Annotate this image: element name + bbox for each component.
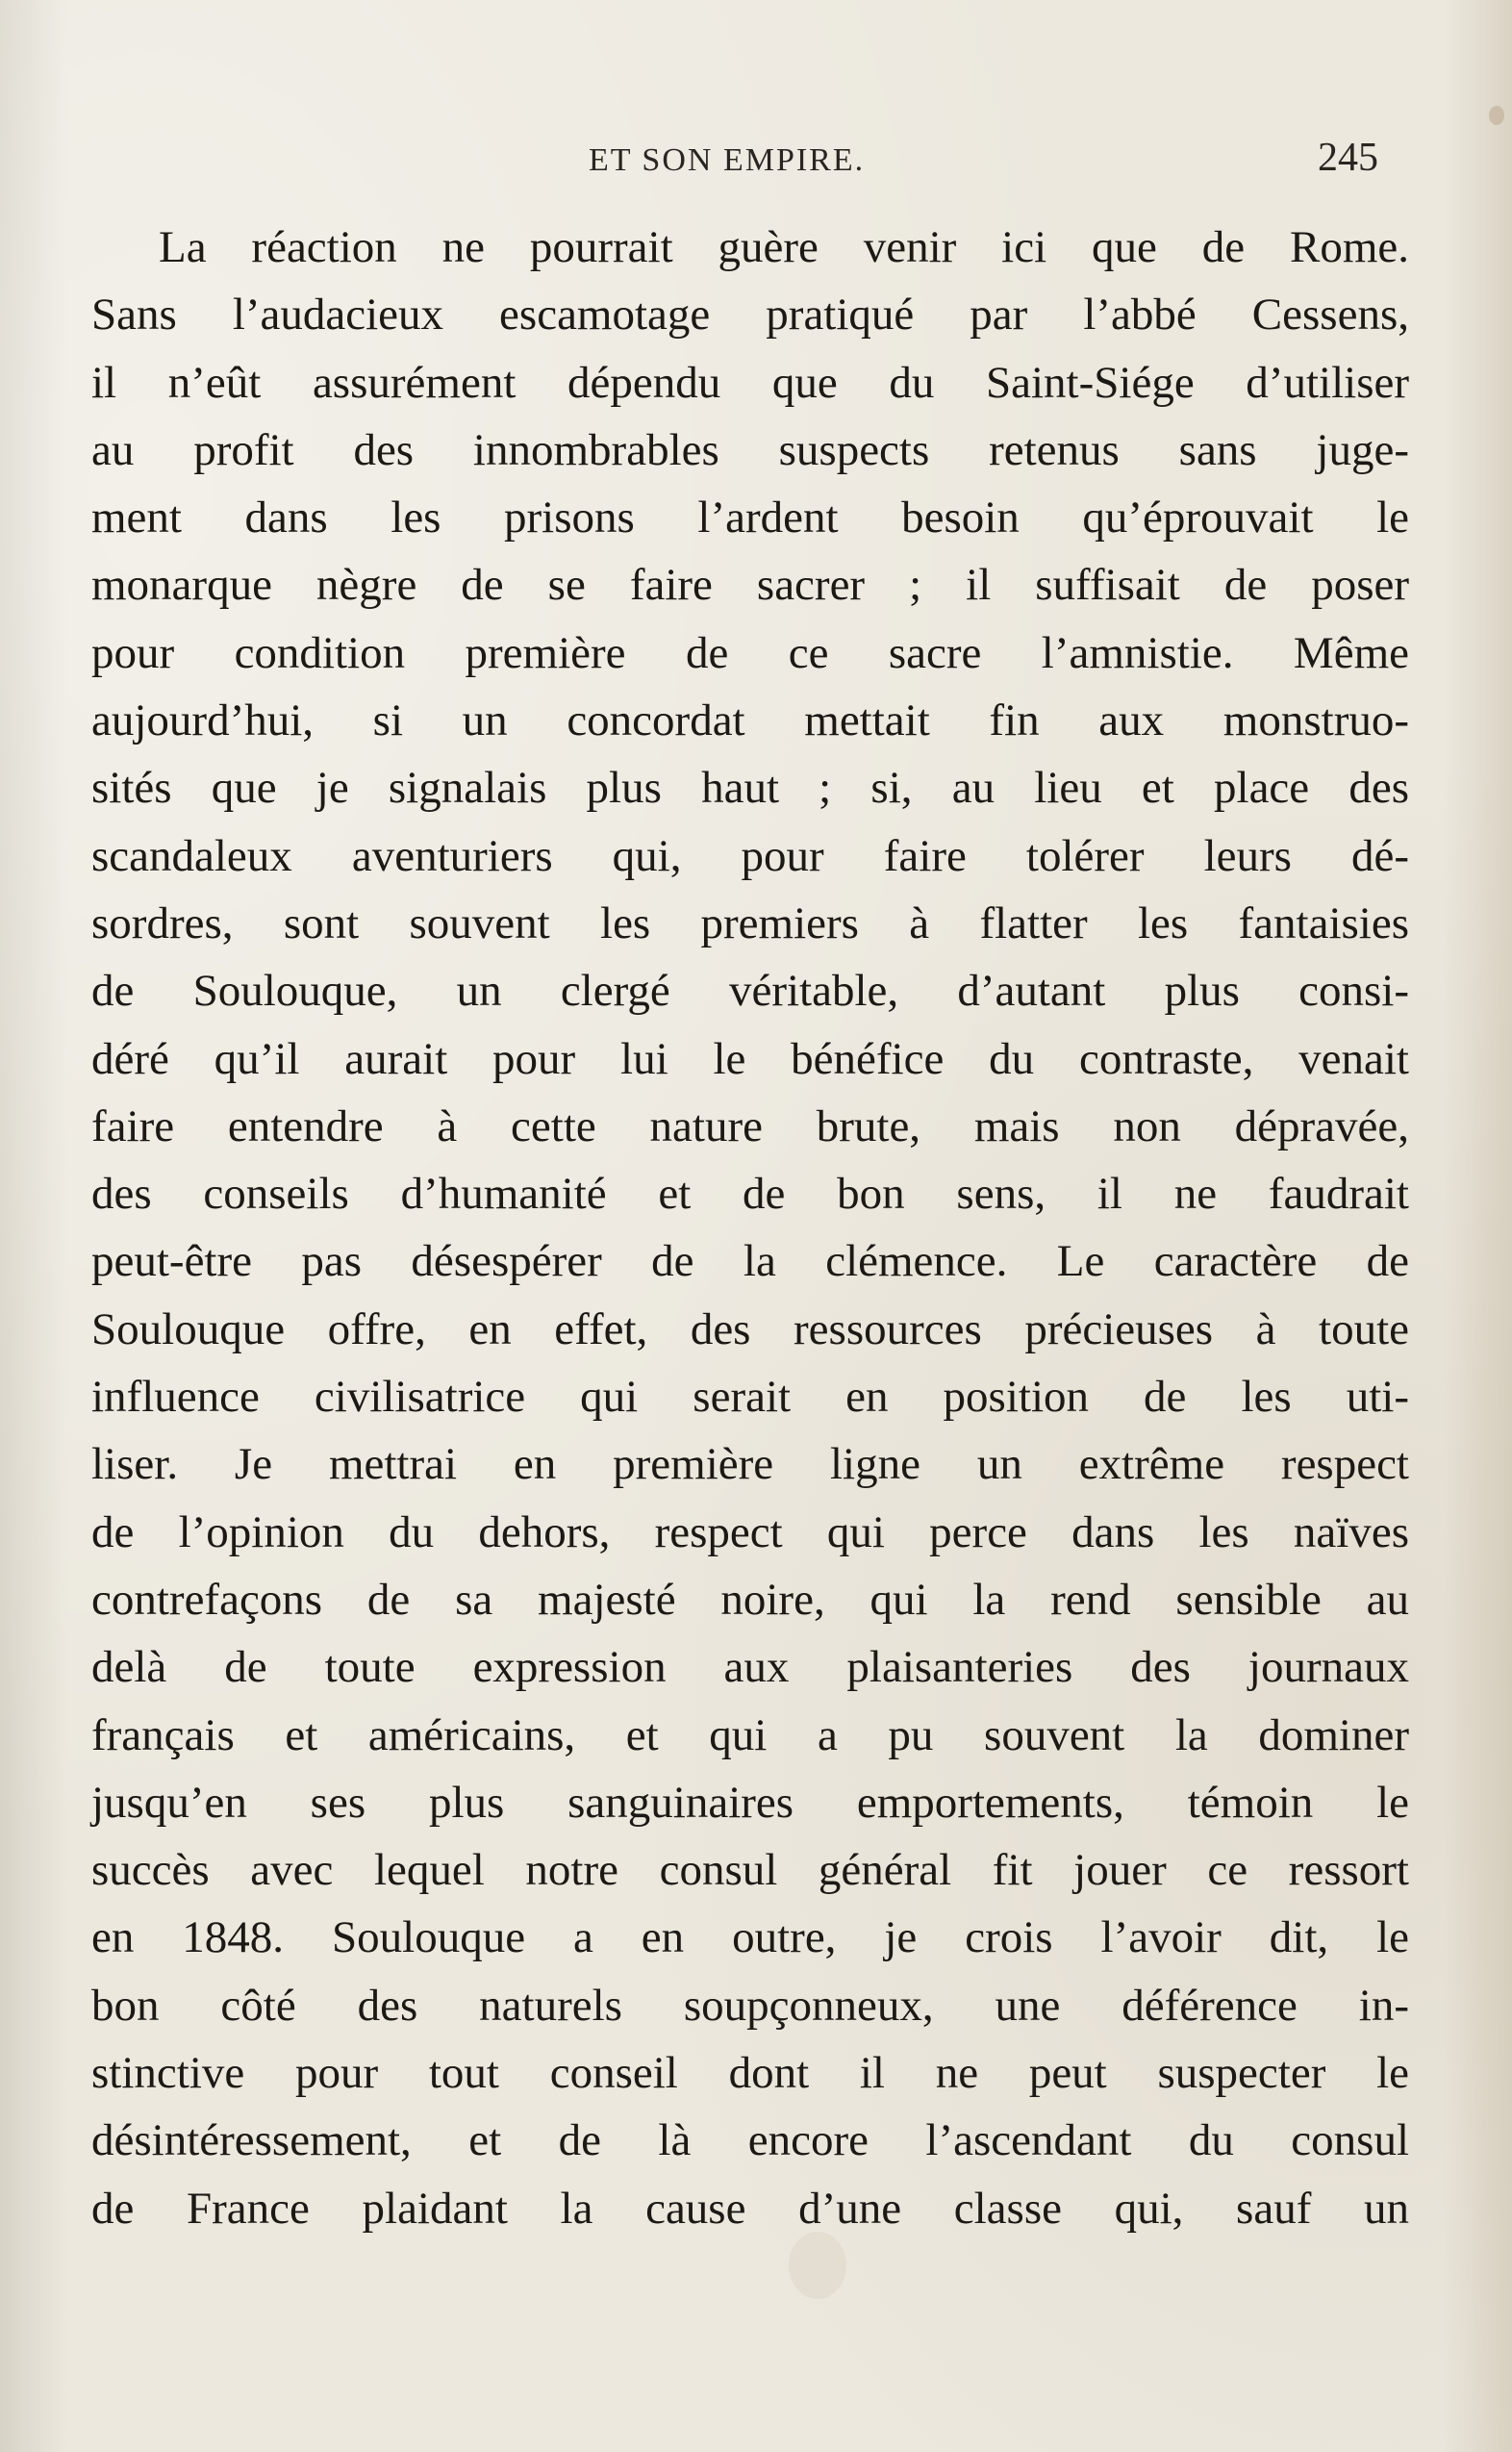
text-line: pour condition première de ce sacre l’amnistie. Même (91, 627, 1409, 678)
text-line: succès avec lequel notre consul général fit jouer ce ressort (91, 1845, 1409, 1896)
text-line: aujourd’hui, si un concordat mettait fin aux monstruo- (91, 695, 1409, 746)
text-line: des conseils d’humanité et de bon sens, il ne faudrait (91, 1169, 1409, 1220)
text-line: delà de toute expression aux plaisanteries des journaux (91, 1642, 1409, 1693)
text-line: faire entendre à cette nature brute, mais non dépravée, (91, 1100, 1409, 1151)
text-line: peut-être pas désespérer de la clémence. Le caractère de (91, 1236, 1409, 1287)
text-line: stinctive pour tout conseil dont il ne peut suspecter le (91, 2048, 1409, 2099)
text-line: sités que je signalais plus haut ; si, au lieu et place des (91, 763, 1409, 814)
text-line: jusqu’en ses plus sanguinaires emportements, témoin le (91, 1777, 1409, 1828)
text-line: contrefaçons de sa majesté noire, qui la rend sensible au (91, 1574, 1409, 1625)
text-line: de France plaidant la cause d’une classe qui, sauf un (91, 2183, 1409, 2234)
text-line: déré qu’il aurait pour lui le bénéfice du contraste, venait (91, 1033, 1409, 1084)
body-text (91, 214, 1409, 2242)
text-line: de l’opinion du dehors, respect qui perce dans les naïves (91, 1506, 1409, 1557)
text-line: désintéressement, et de là encore l’ascendant du consul (91, 2115, 1409, 2166)
text-line: Soulouque offre, en effet, des ressources précieuses à toute (91, 1303, 1409, 1354)
page-number: 245 (1318, 136, 1378, 180)
text-line: scandaleux aventuriers qui, pour faire tolérer leurs dé- (91, 830, 1409, 881)
text-line: monarque nègre de se faire sacrer ; il suffisait de poser (91, 560, 1409, 611)
text-line: Sans l’audacieux escamotage pratiqué par l’abbé Cessens, (91, 290, 1409, 341)
text-line: influence civilisatrice qui serait en position de les uti- (91, 1372, 1409, 1423)
text-line: sordres, sont souvent les premiers à flatter les fantaisies (91, 897, 1409, 948)
text-line: ment dans les prisons l’ardent besoin qu’éprouvait le (91, 493, 1409, 543)
text-line: liser. Je mettrai en première ligne un extrême respect (91, 1439, 1409, 1490)
text-line: au profit des innombrables suspects retenus sans juge- (91, 424, 1409, 475)
text-line: de Soulouque, un clergé véritable, d’autant plus consi- (91, 966, 1409, 1017)
text-line: il n’eût assurément dépendu que du Saint-Siége d’utiliser (91, 357, 1409, 408)
paper-stain (1489, 106, 1504, 125)
running-header: ET SON EMPIRE. (589, 142, 866, 178)
text-line: bon côté des naturels soupçonneux, une déférence in- (91, 1980, 1409, 2031)
text-line: français et américains, et qui a pu souvent la dominer (91, 1709, 1409, 1760)
text-line: La réaction ne pourrait guère venir ici que de Rome. (159, 222, 1409, 272)
text-line: en 1848. Soulouque a en outre, je crois l’avoir dit, le (91, 1912, 1409, 1963)
